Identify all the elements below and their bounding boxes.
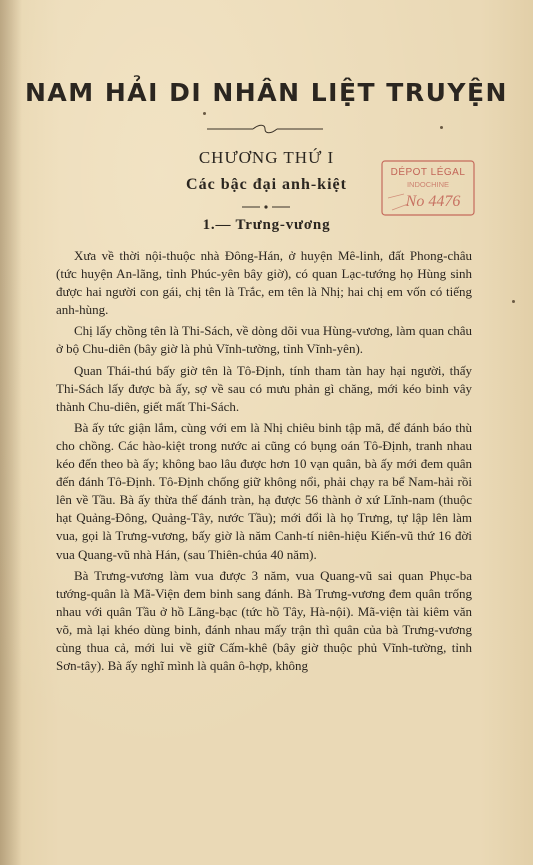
chapter-subtitle: Các bậc đại anh-kiệt [186,176,347,193]
paper-speck [440,126,443,129]
chapter-body [56,247,472,675]
paper-speck [512,300,515,303]
svg-text:DÉPOT LÉGAL: DÉPOT LÉGAL [390,167,466,178]
paragraph-2: Chị lấy chồng tên là Thi-Sách, về dòng dõi vua Hùng-vương, làm quan châu ở bộ Chu-diên (bây giờ là phủ Vĩnh-tường, tỉnh Vĩnh-yên). [56,323,472,357]
paper-speck [203,112,206,115]
paragraph-3: Quan Thái-thú bấy giờ tên là Tô-Định, tính tham tàn hay hại người, thấy Thi-Sách lấy được bà ấy, sợ về sau có mưu phản gì chăng, mới kéo binh vây thành Chu-diên, giết mất Thi-Sách. [56,362,472,414]
chapter-heading: CHƯƠNG THỨ I [198,148,335,167]
svg-text:INDOCHINE: INDOCHINE [406,180,450,189]
ornamental-divider-top [205,124,325,134]
section-heading: 1.— Trưng-vương [202,217,331,233]
book-title: NAM HẢI DI NHÂN LIỆT TRUYỆN [25,78,508,107]
ornamental-divider-small [240,202,292,212]
paragraph-1: Xưa về thời nội-thuộc nhà Đông-Hán, ở huyện Mê-linh, đất Phong-châu (tức huyện An-lãng, tỉnh Phúc-yên bây giờ), có quan Lạc-tướng họ Hùng sinh được hai người con gái, chị tên là Trắc, em tên là Nhị; hai chị em vốn có tiếng anh-hùng. [56,248,472,318]
depot-legal-stamp [378,158,478,220]
svg-text:No 4476: No 4476 [405,193,461,210]
paragraph-5: Bà Trưng-vương làm vua được 3 năm, vua Quang-vũ sai quan Phục-ba tướng-quân là Mã-Viện đem binh sang đánh. Bà Trưng-vương đem quân trống nhau với quân Tầu ở hồ Lãng-bạc (tức hồ Tây, Hà-nội). Mã-viện tài kiêm văn võ, mà lại khéo dùng binh, đánh nhau mấy trận thì quân của bà Trưng-vương cùng thua cả, mới lui về giữ Cấm-khê (bây giờ thuộc phủ Vĩnh-tường, tỉnh Sơn-tây). Bà ấy nghĩ mình là quân ô-hợp, không [56,567,472,674]
paragraph-4: Bà ấy tức giận lắm, cùng với em là Nhị chiêu binh tập mã, để đánh báo thù cho chồng. Các hào-kiệt trong nước ai cũng có bụng oán Tô-Định, tranh nhau kéo đến theo bà ấy; không bao lâu được hơn 10 vạn quân, bà ấy mới đem quân đến đánh Tô-Định. Tô-Định chống giữ không nổi, phải chạy ra bể Nam-hải rồi lên về Tầu. Bà ấy thừa thế đánh tràn, hạ được 56 thành ở xứ Lĩnh-nam (thuộc hạt Quảng-Đông, Quảng-Tây, nước Tầu); mới đổi là họ Trưng, tự lập lên làm vua, gọi là Trưng-vương, bấy giờ là năm Canh-tí niên-hiệu Kiến-vũ thứ 16 đời vua Quang-vũ nhà Hán, (sau Thiên-chúa 40 năm). [56,419,472,562]
